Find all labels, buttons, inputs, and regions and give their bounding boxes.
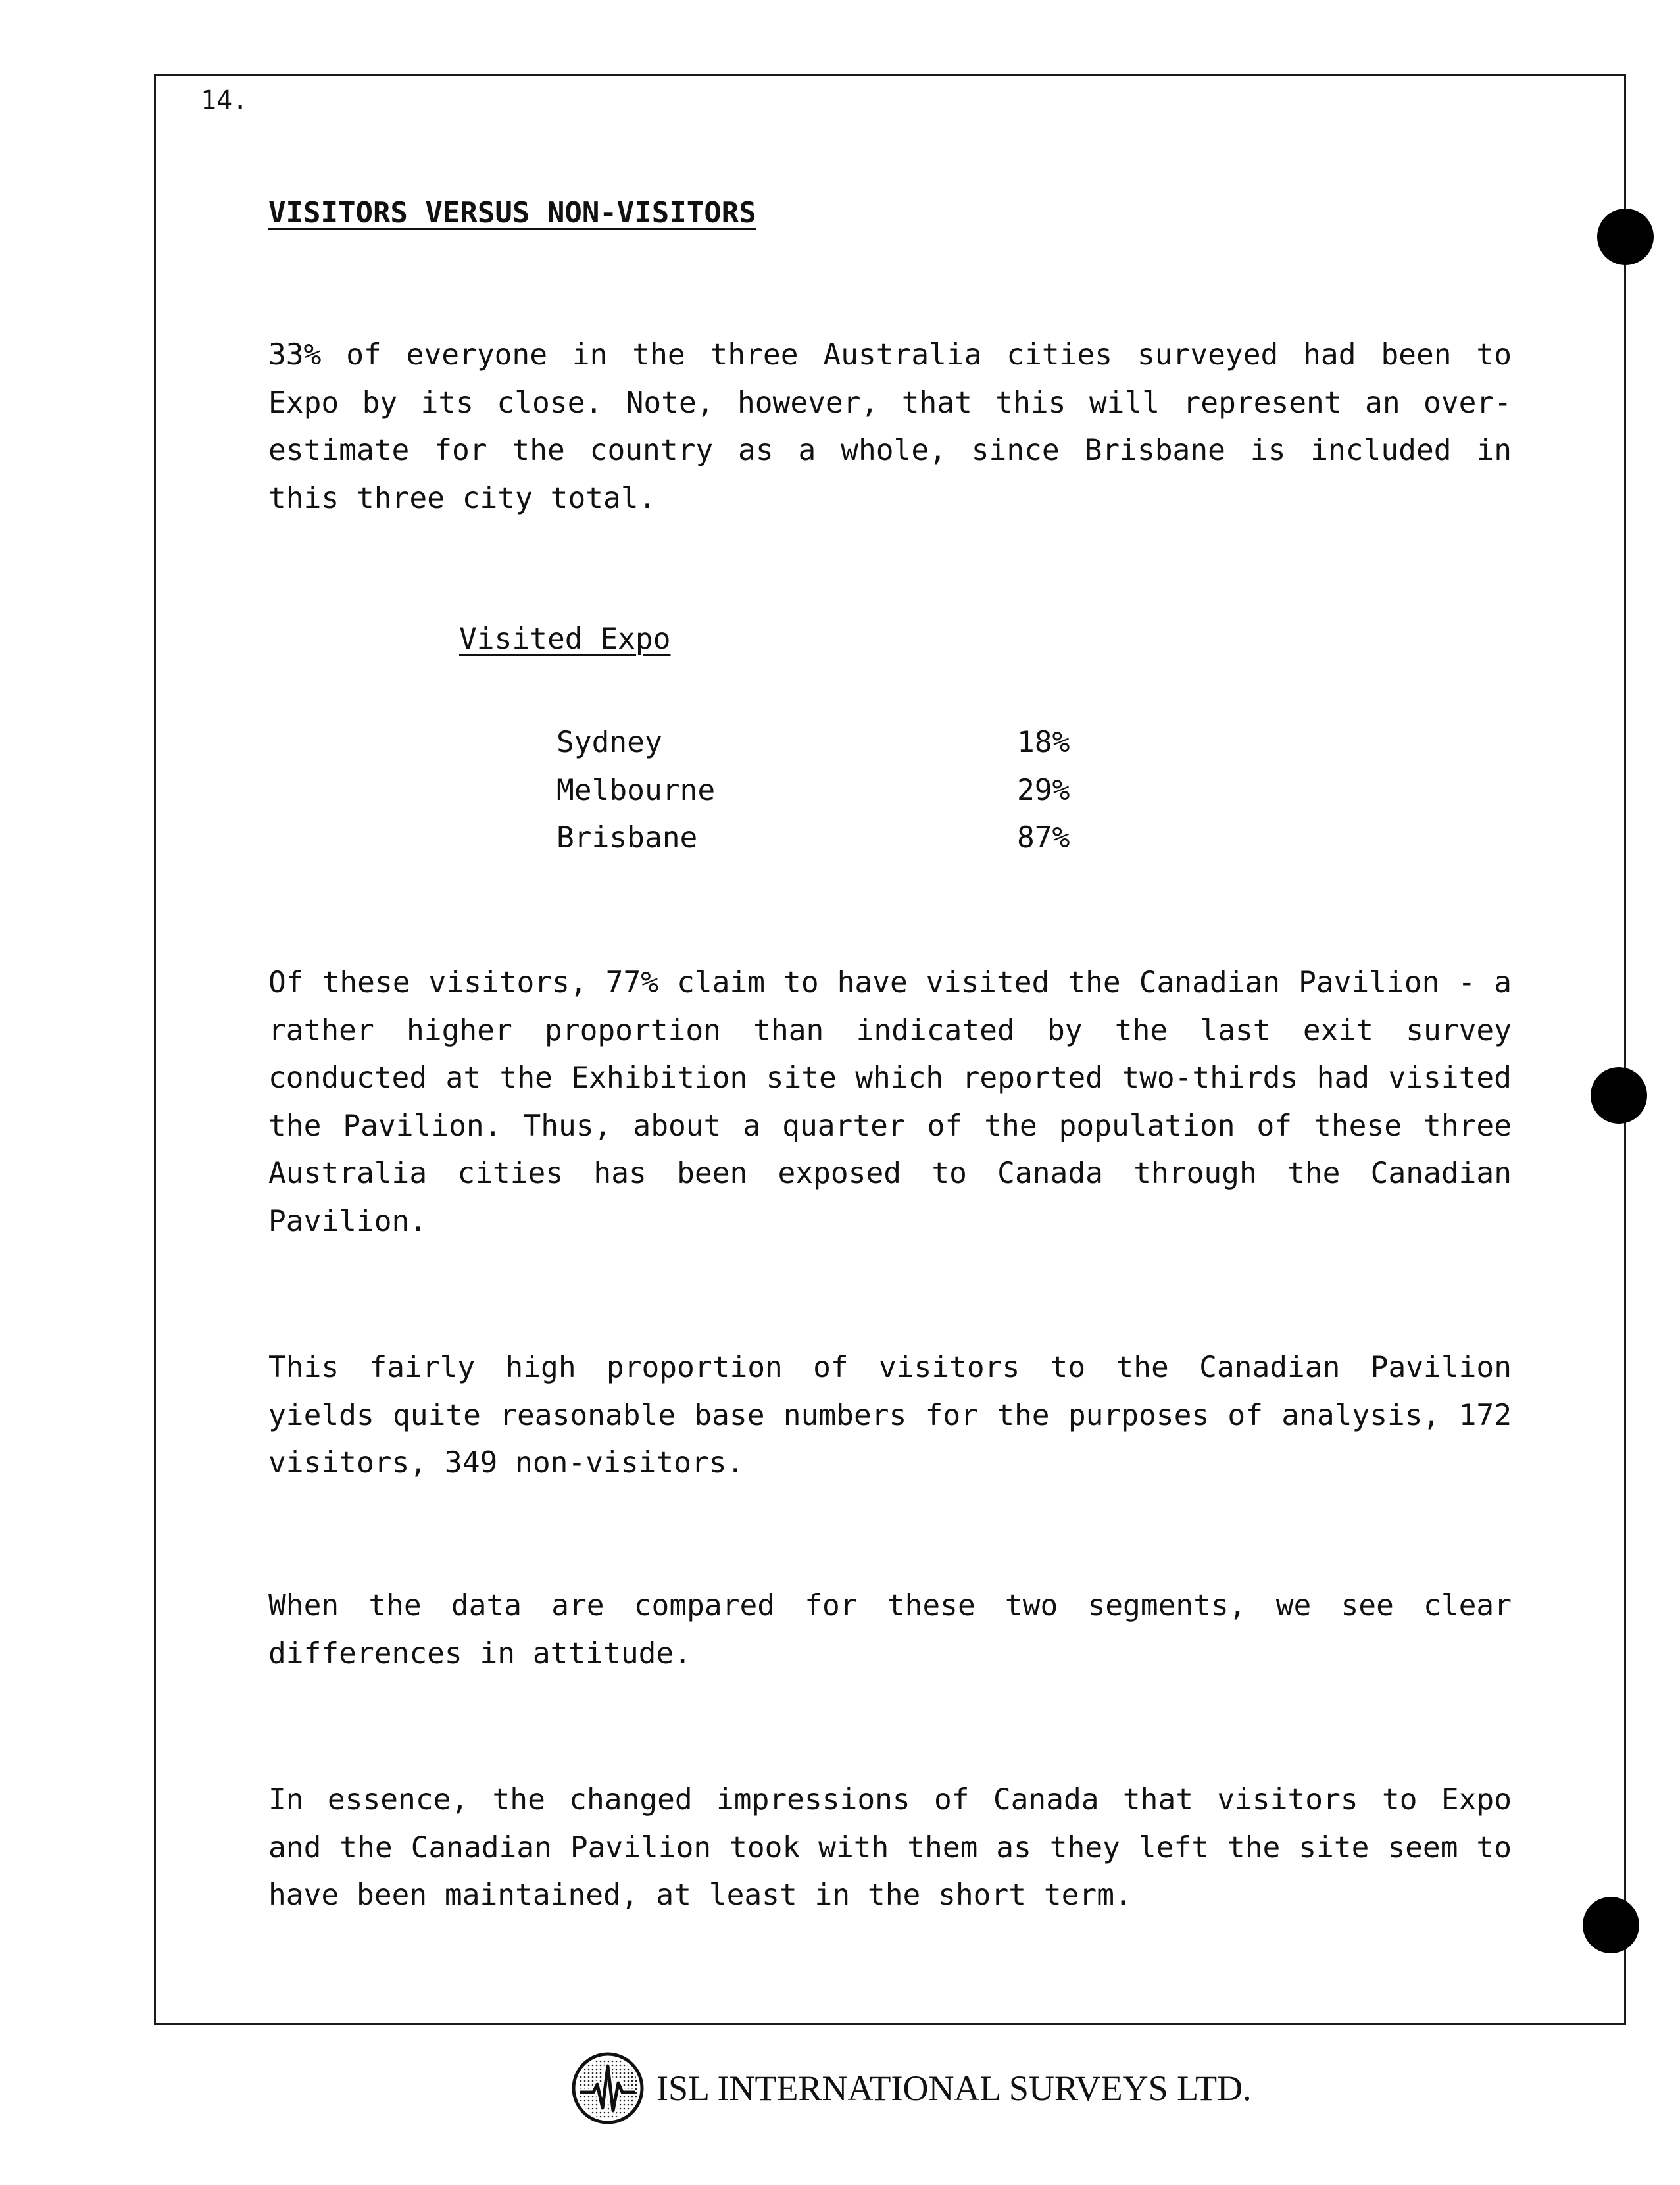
section-heading: VISITORS VERSUS NON-VISITORS xyxy=(268,196,756,230)
visit-percent: 87% xyxy=(1017,821,1070,855)
binder-hole xyxy=(1583,1897,1639,1953)
city-name: Sydney xyxy=(556,726,662,759)
binder-hole xyxy=(1591,1067,1647,1124)
visit-percent: 18% xyxy=(1017,726,1070,759)
table-row xyxy=(556,719,1096,767)
paragraph-base-numbers: This fairly high proportion of visitors to the Canadian Pavilion yields quite reasonable base numbers for the purposes of analysis, 172 visitors, 349 non-visitors. xyxy=(268,1351,1512,1480)
visit-percent: 29% xyxy=(1017,773,1070,807)
paragraph-pavilion-visitors: Of these visitors, 77% claim to have visited the Canadian Pavilion - a rather higher proportion than indicated by the last exit survey conducted at the Exhibition site which reported two-thirds had visited the Pavilion. Thus, about a quarter of the population of these three Australia cities has been exposed to Canada through the Canadian Pavilion. xyxy=(268,966,1512,1238)
paragraph-essence: In essence, the changed impressions of Canada that visitors to Expo and the Canadian Pavilion took with them as they left the site seem to have been maintained, at least in the short term. xyxy=(268,1783,1512,1912)
city-name: Melbourne xyxy=(556,773,716,807)
visited-expo-title: Visited Expo xyxy=(459,622,671,656)
paragraph-expo-visitors: 33% of everyone in the three Australia cities surveyed had been to Expo by its close. Note, however, that this will represent an over-estimate for the country as a whole, since Brisbane is included in this three city total. xyxy=(268,338,1512,515)
table-row xyxy=(556,767,1096,815)
city-name: Brisbane xyxy=(556,821,698,855)
footer xyxy=(571,2051,1252,2125)
page-number: 14. xyxy=(201,86,249,116)
visited-expo-table xyxy=(556,719,1096,863)
isl-globe-logo-icon xyxy=(571,2051,645,2125)
binder-hole xyxy=(1597,209,1654,265)
paragraph-differences: When the data are compared for these two segments, we see clear differences in attitude. xyxy=(268,1589,1512,1670)
table-row xyxy=(556,815,1096,863)
company-name: ISL INTERNATIONAL SURVEYS LTD. xyxy=(656,2069,1252,2108)
